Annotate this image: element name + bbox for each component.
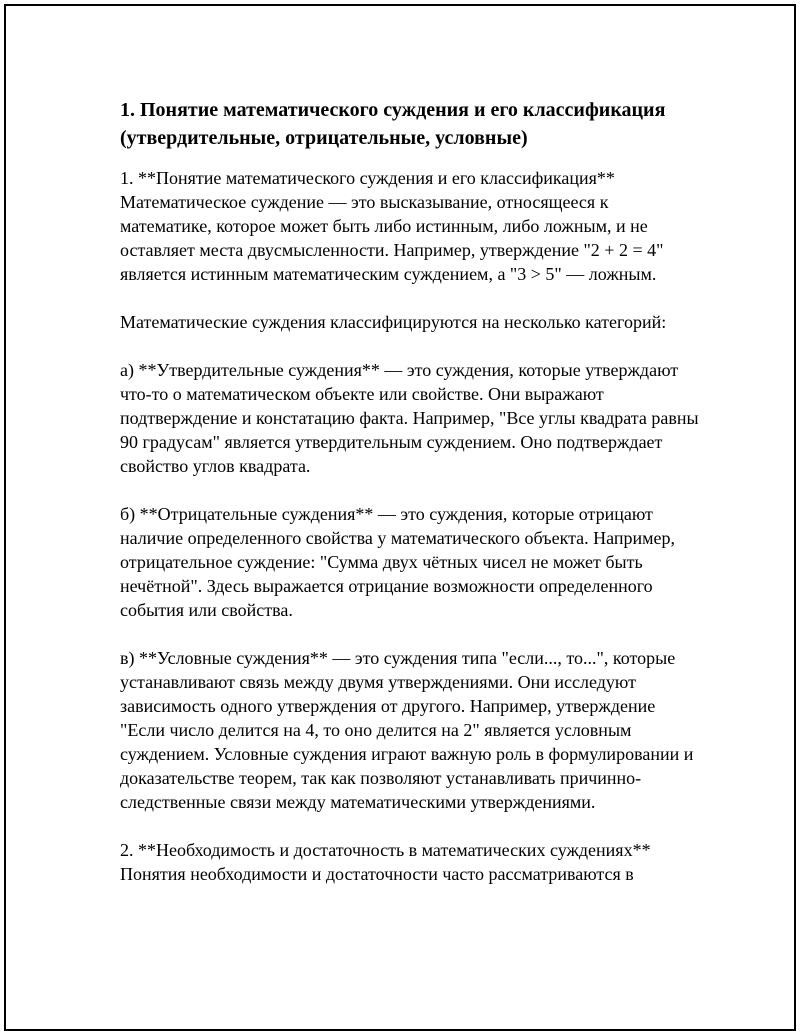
section-heading: 1. Понятие математического суждения и его классификация (утвердительные, отрицательные, условные) [120, 99, 666, 149]
paragraph-affirmative: а) **Утвердительные суждения** — это суждения, которые утверждают что-то о математическом объекте или свойстве. Они выражают подтверждение и констатацию факта. Например, "Все углы квадрата равны 90 градусам" является утвердительным суждением. Оно подтверждает свойство углов квадрата. [120, 360, 699, 476]
document-body [120, 96, 700, 910]
document-page [4, 4, 796, 1031]
paragraph-conditional: в) **Условные суждения** — это суждения типа "если..., то...", которые устанавливают связь между двумя утверждениями. Они исследуют зависимость одного утверждения от другого. Например, утверждение "Если число делится на 4, то оно делится на 2" является условным суждением. Условные суждения играют важную роль в формулировании и доказательстве теорем, так как позволяют устанавливать причинно-следственные связи между математическими утверждениями. [120, 648, 694, 812]
paragraph-necessity-sufficiency: 2. **Необходимость и достаточность в математических суждениях** Понятия необходимости и достаточности часто рассматриваются в [120, 840, 651, 884]
paragraph-definition: 1. **Понятие математического суждения и его классификация** Математическое суждение — это высказывание, относящееся к математике, которое может быть либо истинным, либо ложным, и не оставляет места двусмысленности. Например, утверждение "2 + 2 = 4" является истинным математическим суждением, а "3 > 5" — ложным. [120, 168, 664, 284]
paragraph-negative: б) **Отрицательные суждения** — это суждения, которые отрицают наличие определенного свойства у математического объекта. Например, отрицательное суждение: "Сумма двух чётных чисел не может быть нечётной". Здесь выражается отрицание возможности определенного события или свойства. [120, 504, 676, 620]
paragraph-classification-intro: Математические суждения классифицируются на несколько категорий: [120, 312, 667, 332]
